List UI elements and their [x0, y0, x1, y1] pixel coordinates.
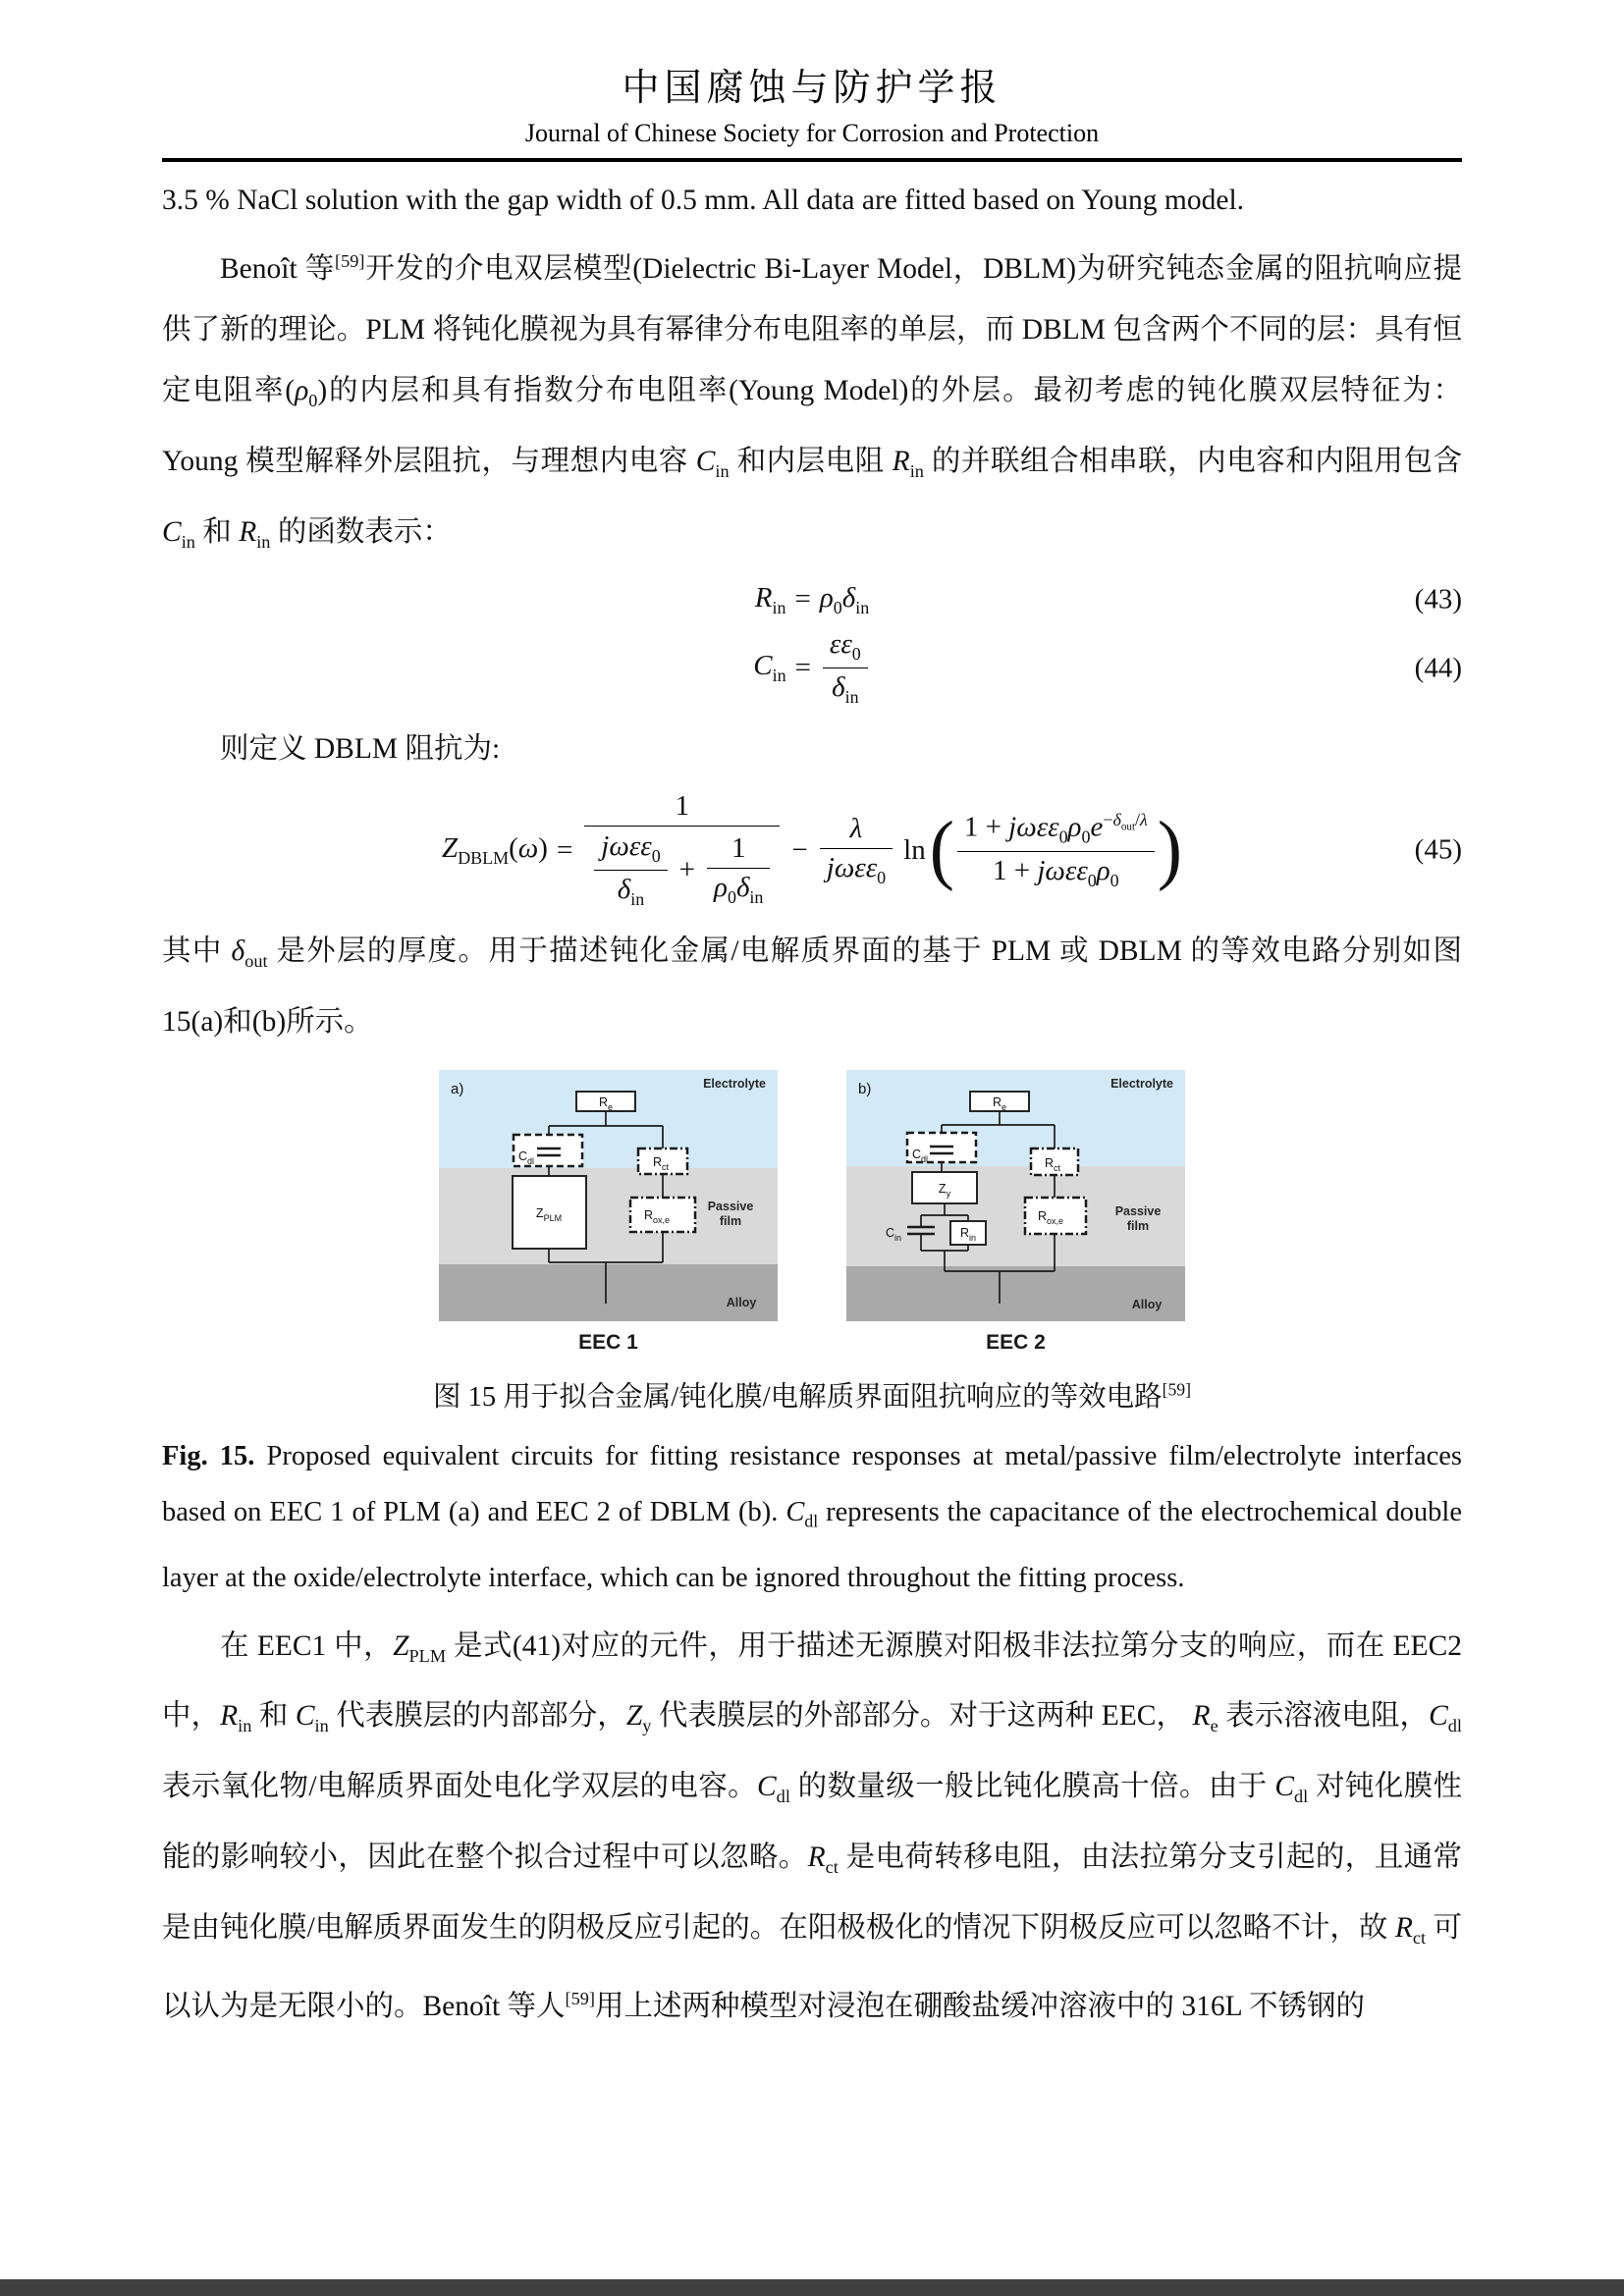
- paragraph-dblm-intro: Benoît 等[59]开发的介电双层模型(Dielectric Bi-Layer Model，DBLM)为研究钝态金属的阻抗响应提供了新的理论。PLM 将钝化膜视为具有幂律分布电阻率的单层，而 DBLM 包含两个不同的层：具有恒定电阻率$(\rho_0)$的内层和具有指数分布电阻率(Young Model)的外层。最初考虑的钝化膜双层特征为：Young 模型解释外层阻抗，与理想内电容 $C_{in}$ 和内层电阻 $R_{in}$ 的并联组合相串联，内电容和内阻用包含 $C_{in}$ 和 $R_{in}$ 的函数表示：: [162, 251, 1463, 552]
- eec1-caption: EEC 1: [578, 1331, 638, 1355]
- panel-b-tag: b): [858, 1081, 872, 1098]
- equation-45: [162, 789, 1462, 912]
- figure-panels: [162, 1070, 1462, 1355]
- re-label: $R_e$: [598, 1095, 614, 1113]
- alloy-region: [846, 1266, 1185, 1321]
- equation-44-number: (44): [1414, 652, 1462, 684]
- equation-43-body: $R_{in} = \rho_0\delta_{in}$: [754, 581, 870, 617]
- roxe-label: $R_{ox,e}$: [1037, 1209, 1064, 1227]
- passive-film-label-line2: film: [1126, 1219, 1150, 1234]
- passive-film-label-line1: Passive: [707, 1200, 754, 1214]
- paragraph-eec-discussion: 在 EEC1 中，$Z_{PLM}$ 是式(41)对应的元件，用于描述无源膜对阳极非法拉第分支的响应，而在 EEC2 中，$R_{in}$ 和 $C_{in}$ 代表膜层的内部部分，$Z_y$ 代表膜层的外部部分。对于这两种 EEC， $R_e$ 表示溶液电阻，$C_{dl}$ 表示氧化物/电解质界面处电化学双层的电容。$C_{dl}$ 的数量级一般比钝化膜高十倍。由于 $C_{dl}$ 对钝化膜性能的影响较小，因此在整个拟合过程中可以忽略。$R_{ct}$ 是电荷转移电阻，由法拉第分支引起的，且通常是由钝化膜/电解质界面发生的阴极反应引起的。在阳极极化的情况下阴极反应可以忽略不计，故 $R_{ct}$ 可以认为是无限小的。Benoît 等人[59]用上述两种模型对浸泡在硼酸盐缓冲溶液中的 316L 不锈钢的: [162, 1629, 1462, 2022]
- electrolyte-label: Electrolyte: [703, 1077, 766, 1092]
- equation-44: [162, 627, 1462, 709]
- equation-43-number: (43): [1414, 583, 1462, 615]
- equation-44-body: $C_{in}$ = $\frac{\varepsilon\varepsilon_0}{\delta_{in}}$: [753, 627, 871, 709]
- paragraph-define-dblm: 则定义 DBLM 阻抗为:: [220, 732, 501, 765]
- figure-panel-b: [846, 1070, 1185, 1355]
- panel-a-tag: a): [451, 1081, 464, 1098]
- paragraph-after-eq45: 其中 $\delta_{out}$ 是外层的厚度。用于描述钝化金属/电解质界面的基于 PLM 或 DBLM 的等效电路分别如图 15(a)和(b)所示。: [162, 935, 1462, 1039]
- paragraph-continuation: 3.5 % NaCl solution with the gap width of 0.5 mm. All data are fitted based on Young model.: [162, 185, 1245, 216]
- rct-label: $R_{ct}$: [1044, 1156, 1061, 1174]
- cin-label: $C_{in}$: [885, 1226, 901, 1244]
- equation-45-number: (45): [1414, 833, 1462, 866]
- equation-43: [162, 582, 1462, 618]
- cdl-label: $C_{dl}$: [517, 1149, 534, 1167]
- alloy-region: [439, 1264, 778, 1321]
- journal-title-en: Journal of Chinese Society for Corrosion and Protection: [524, 119, 1100, 147]
- eec1-circuit-diagram: [439, 1070, 778, 1321]
- figure-15-caption: [162, 1374, 1462, 1605]
- rin-label: $R_{in}$: [959, 1226, 977, 1244]
- electrolyte-label: Electrolyte: [1110, 1077, 1173, 1092]
- alloy-label: Alloy: [726, 1296, 757, 1310]
- re-label: $R_e$: [992, 1095, 1007, 1113]
- figure-15: [162, 1070, 1462, 1605]
- rct-label: $R_{ct}$: [652, 1155, 670, 1173]
- journal-header: [162, 57, 1462, 162]
- eec2-caption: EEC 2: [986, 1331, 1046, 1355]
- passive-film-label-line1: Passive: [1114, 1204, 1162, 1219]
- page-bottom-bar: [0, 2279, 1624, 2296]
- zplm-element-box: [513, 1176, 586, 1249]
- article-body: [162, 170, 1462, 2037]
- figure-panel-a: [439, 1070, 778, 1355]
- cdl-label: $C_{dl}$: [911, 1148, 928, 1165]
- zplm-label: $Z_{PLM}$: [535, 1206, 563, 1224]
- roxe-label: $R_{ox,e}$: [643, 1208, 671, 1226]
- equation-45-body: $Z_{DBLM}(\omega)$ = 1 $\frac{j\omega\varepsilon\varepsilon_0}{\delta_{in}}$ + $\frac{1}{\rho_0\delta_{in}}$ − $\frac{\lambda}{j\omega\varepsilon\varepsilon_0}$ ln( $\frac{1 + j\omega\varepsilon\varepsilon_0\rho_0e^{-\delta_{out}/\lambda}}{1 + j\omega\varepsilon\varepsilon_0\rho_0}$ ): [442, 789, 1182, 909]
- alloy-label: Alloy: [1131, 1298, 1163, 1312]
- journal-title-cn: 中国腐蚀与防护学报: [622, 68, 1002, 109]
- passive-film-label-line2: film: [719, 1214, 742, 1229]
- figure-caption-en: Fig. 15. Proposed equivalent circuits for fitting resistance responses at metal/passive film/electrolyte interfaces based on EEC 1 of PLM (a) and EEC 2 of DBLM (b). $C_{dl}$ represents the capacitance of the electrochemical double layer at the oxide/electrolyte interface, which can be ignored throughout the fitting process.: [162, 1440, 1462, 1593]
- eec2-circuit-diagram: [846, 1070, 1185, 1321]
- header-rule: [162, 158, 1462, 162]
- figure-caption-cn: 图 15 用于拟合金属/钝化膜/电解质界面阻抗响应的等效电路[59]: [432, 1379, 1191, 1414]
- zy-label: $Z_y$: [938, 1182, 951, 1200]
